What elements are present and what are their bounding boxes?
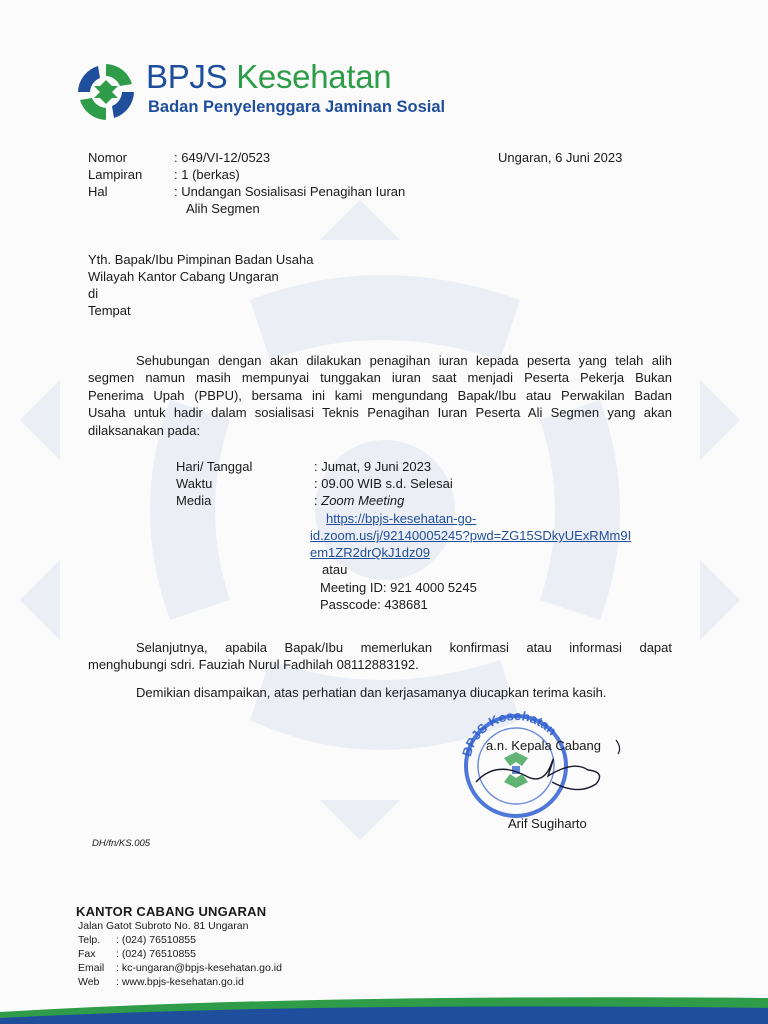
nomor-value: : 649/VI-12/0523 [174, 150, 271, 165]
letter-date: Ungaran, 6 Juni 2023 [498, 150, 623, 165]
day-label: Hari/ Tanggal [176, 459, 253, 474]
recipient-line-3: di [88, 286, 99, 301]
brand-main: BPJS [146, 58, 228, 95]
web-value: : www.bpjs-kesehatan.go.id [116, 976, 244, 988]
office-address: Jalan Gatot Subroto No. 81 Ungaran [78, 920, 249, 932]
paragraph-line: menghubungi sdri. Fauziah Nurul Fadhilah 08112883192. [88, 657, 419, 673]
paragraph-line: Usaha untuk hadir dalam sosialisasi Teknis Penagihan Iuran Peserta Ali Segmen yang akan [88, 405, 672, 421]
zoom-link-line-2[interactable]: id.zoom.us/j/92140005245?pwd=ZG15SDkyUExRMm9I [310, 528, 632, 543]
signatory-title: a.n. Kepala Cabang [486, 738, 601, 753]
web-label: Web [78, 976, 100, 988]
recipient-line-1: Yth. Bapak/Ibu Pimpinan Badan Usaha [88, 252, 314, 267]
recipient-line-2: Wilayah Kantor Cabang Ungaran [88, 269, 279, 284]
recipient-line-4: Tempat [88, 303, 131, 318]
body-paragraph-1 [88, 352, 672, 439]
media-colon: : [314, 493, 318, 508]
passcode: Passcode: 438681 [320, 597, 428, 612]
zoom-link-line-1[interactable]: https://bpjs-kesehatan-go- [326, 511, 477, 526]
fax-value: : (024) 76510855 [116, 948, 196, 960]
telp-value: : (024) 76510855 [116, 934, 196, 946]
brand-accent: Kesehatan [236, 58, 392, 95]
brand-title [146, 58, 391, 96]
zoom-link-line-3[interactable]: em1ZR2drQkJ1dz09 [310, 545, 430, 560]
signatory-name: Arif Sugiharto [508, 816, 587, 831]
hal-value-cont: Alih Segmen [186, 201, 260, 216]
media-name: Zoom Meeting [321, 493, 405, 508]
time-value: : 09.00 WIB s.d. Selesai [314, 476, 453, 491]
email-label: Email [78, 962, 105, 974]
lampiran-value: : 1 (berkas) [174, 167, 240, 182]
footer-color-bar [0, 990, 768, 1024]
lampiran-label: Lampiran [88, 167, 143, 182]
hal-label: Hal [88, 184, 108, 199]
telp-label: Telp. [78, 934, 101, 946]
email-value: : kc-ungaran@bpjs-kesehatan.go.id [116, 962, 282, 974]
bpjs-logo-icon [76, 62, 136, 122]
or-text: atau [322, 562, 348, 577]
office-name: KANTOR CABANG UNGARAN [76, 904, 267, 919]
body-paragraph-2 [88, 639, 672, 674]
paragraph-line: segmen namun masih mempunyai tunggakan iuran saat menjadi Peserta Pekerja Bukan [88, 370, 672, 386]
closing-paragraph: Demikian disampaikan, atas perhatian dan kerjasamanya diucapkan terima kasih. [136, 685, 607, 700]
brand-subtitle: Badan Penyelenggara Jaminan Sosial [148, 98, 446, 116]
hal-value: : Undangan Sosialisasi Penagihan Iuran [174, 184, 406, 199]
stamp-text: BPJS Kesehatan [459, 707, 560, 759]
paragraph-line: dilaksanakan pada: [88, 422, 201, 438]
paragraph-line: Sehubungan dengan akan dilakukan penagihan iuran kepada peserta yang telah alih [136, 353, 672, 368]
media-value [314, 492, 404, 509]
paragraph-line: Selanjutnya, apabila Bapak/Ibu memerlukan konfirmasi atau informasi dapat [136, 640, 672, 655]
day-value: : Jumat, 9 Juni 2023 [314, 459, 432, 474]
paragraph-line: Penerima Upah (PBPU), bersama ini kami mengundang Bapak/Ibu atau Perwakilan Badan [88, 387, 672, 403]
official-stamp [456, 700, 622, 830]
nomor-label: Nomor [88, 150, 128, 165]
meeting-id: Meeting ID: 921 4000 5245 [320, 580, 477, 595]
media-label: Media [176, 493, 212, 508]
fax-label: Fax [78, 948, 96, 960]
document-code: DH/fn/KS.005 [92, 838, 151, 849]
time-label: Waktu [176, 476, 213, 491]
